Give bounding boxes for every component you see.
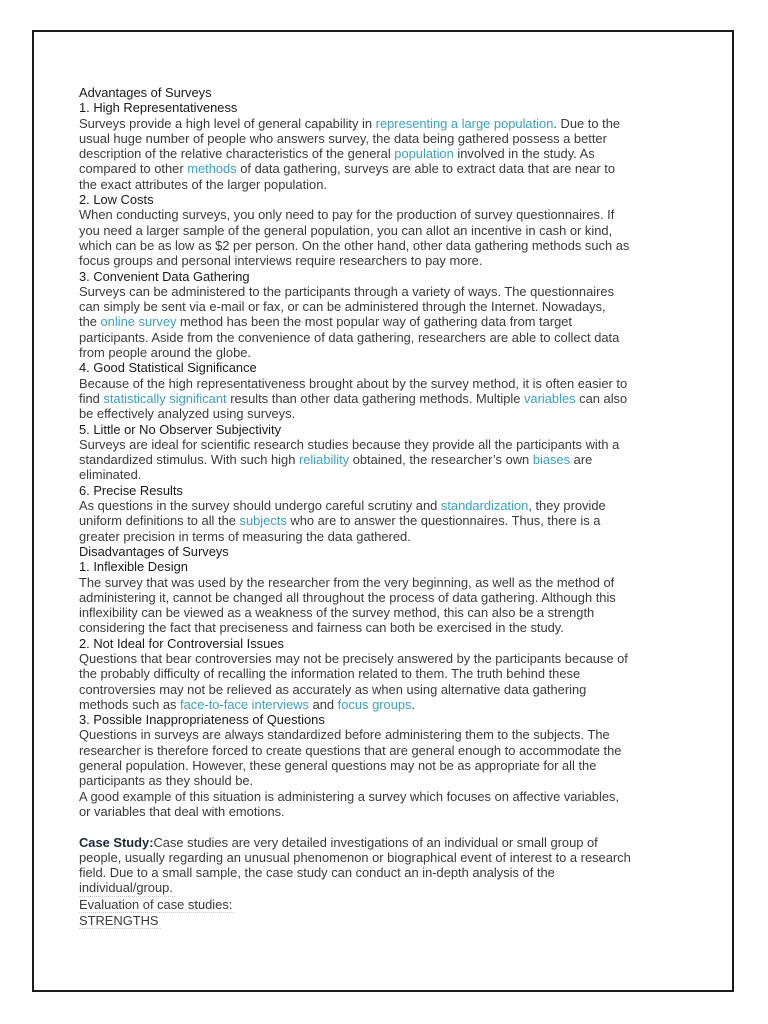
- paragraph-line: greater precision in terms of measuring the data gathered.: [79, 528, 411, 544]
- paragraph-line: general population. However, these general questions may not be as appropriate for all the: [79, 758, 597, 774]
- paragraph-line: Because of the high representativeness brought about by the survey method, it is often easier to: [79, 375, 628, 391]
- paragraph-line: inflexibility can be viewed as a weakness of the survey method, this can also be a strength: [79, 605, 595, 621]
- link-subjects[interactable]: subjects: [239, 513, 287, 529]
- link-variables[interactable]: variables: [523, 390, 576, 406]
- paragraph-line: [79, 913, 691, 929]
- heading-convenient-data-gathering: 3. Convenient Data Gathering: [79, 268, 250, 284]
- heading-good-statistical-significance: 4. Good Statistical Significance: [79, 360, 257, 376]
- heading-inflexible-design: 1. Inflexible Design: [79, 559, 188, 575]
- paragraph-line: [79, 897, 691, 913]
- link-biases[interactable]: biases: [532, 452, 571, 468]
- link-representing-large-population[interactable]: representing a large population: [375, 115, 554, 131]
- paragraph-line: can simply be sent via e-mail or fax, or can be administered through the Internet. Nowadays,: [79, 299, 606, 315]
- paragraph-line: from people around the globe.: [79, 345, 251, 361]
- paragraph-line: the exact attributes of the larger population.: [79, 176, 327, 192]
- paragraph-line: field. Due to a small sample, the case study can conduct an in-depth analysis of the: [79, 865, 555, 881]
- paragraph-line: The survey that was used by the researcher from the very beginning, as well as the method of: [79, 574, 615, 590]
- paragraph-line: A good example of this situation is administering a survey which focuses on affective variables,: [79, 788, 620, 804]
- paragraph-line: Questions in surveys are always standardized before administering them to the subjects. The: [79, 727, 610, 743]
- section-title-advantages: Advantages of Surveys: [79, 85, 212, 100]
- paragraph-line: eliminated.: [79, 467, 142, 483]
- strengths-heading: STRENGTHS: [79, 913, 159, 929]
- paragraph-line: As questions in the survey should undergo careful scrutiny and standardization, they provide: [79, 498, 606, 514]
- case-study-label: Case Study:: [79, 834, 154, 850]
- link-methods[interactable]: methods: [187, 161, 237, 177]
- paragraph-line: considering the fact that preciseness and fairness can both be exercised in the study.: [79, 620, 564, 636]
- paragraph-line: you need a larger sample of the general population, you can allot an incentive in cash or kind,: [79, 222, 613, 238]
- paragraph-line: controversies may not be relieved as accurately as when using alternative data gathering: [79, 681, 587, 697]
- link-standardization[interactable]: standardization: [440, 498, 529, 514]
- link-face-to-face-interviews[interactable]: face-to-face interviews: [180, 696, 309, 712]
- paragraph-line: individual/group.: [79, 880, 173, 896]
- paragraph-line: Surveys can be administered to the participants through a variety of ways. The questionnaires: [79, 283, 615, 299]
- document-body: [79, 85, 691, 929]
- heading-high-representativeness: 1. High Representativeness: [79, 100, 238, 116]
- paragraph-line: uniform definitions to all the subjects who are to answer the questionnaires. Thus, there is a: [79, 513, 601, 529]
- heading-observer-subjectivity: 5. Little or No Observer Subjectivity: [79, 421, 282, 437]
- paragraph-line: methods such as face-to-face interviews and focus groups.: [79, 696, 416, 712]
- paragraph-line: people, usually regarding an unusual phenomenon or biographical event of interest to a research: [79, 849, 631, 865]
- link-focus-groups[interactable]: focus groups: [337, 696, 412, 712]
- heading-low-costs: 2. Low Costs: [79, 192, 154, 208]
- paragraph-line: compared to other methods of data gathering, surveys are able to extract data that are near to: [79, 161, 616, 177]
- link-statistically-significant[interactable]: statistically significant: [103, 390, 227, 406]
- heading-inappropriateness-of-questions: 3. Possible Inappropriateness of Questions: [79, 712, 325, 728]
- blank-line: [79, 819, 691, 834]
- paragraph-line: Surveys are ideal for scientific research studies because they provide all the participants with a: [79, 436, 620, 452]
- heading-precise-results: 6. Precise Results: [79, 482, 183, 498]
- evaluation-heading: Evaluation of case studies:: [79, 896, 233, 912]
- paragraph-line: participants as they should be.: [79, 773, 254, 789]
- paragraph-line: Case Study:Case studies are very detailed investigations of an individual or small group of: [79, 834, 598, 850]
- paragraph-line: When conducting surveys, you only need to pay for the production of survey questionnaires. If: [79, 207, 615, 223]
- link-online-survey[interactable]: online survey: [100, 314, 177, 330]
- paragraph-line: participants. Aside from the convenience of data gathering, researchers are able to collect data: [79, 329, 620, 345]
- link-population[interactable]: population: [394, 146, 454, 162]
- paragraph-line: which can be as low as $2 per person. On the other hand, other data gathering methods such as: [79, 237, 630, 253]
- link-reliability[interactable]: reliability: [298, 452, 350, 468]
- heading-controversial-issues: 2. Not Ideal for Controversial Issues: [79, 635, 284, 651]
- paragraph-line: usual huge number of people who answers survey, the data being gathered possess a better: [79, 130, 607, 146]
- paragraph-line: description of the relative characteristics of the general population involved in the study. As: [79, 146, 595, 162]
- paragraph-line: the online survey method has been the most popular way of gathering data from target: [79, 314, 573, 330]
- paragraph-line: find statistically significant results than other data gathering methods. Multiple variables can also: [79, 390, 628, 406]
- paragraph-line: administering it, cannot be changed all throughout the process of data gathering. Although this: [79, 589, 616, 605]
- paragraph-line: or variables that deal with emotions.: [79, 803, 285, 819]
- paragraph-line: researcher is therefore forced to create questions that are general enough to accommodate the: [79, 742, 622, 758]
- paragraph-line: focus groups and personal interviews require researchers to pay more.: [79, 253, 483, 269]
- paragraph-line: Surveys provide a high level of general capability in representing a large population. Due to the: [79, 115, 621, 131]
- paragraph-line: standardized stimulus. With such high reliability obtained, the researcher’s own biases are: [79, 452, 593, 468]
- section-title-disadvantages: Disadvantages of Surveys: [79, 543, 229, 559]
- paragraph-line: Questions that bear controversies may not be precisely answered by the participants because of: [79, 650, 628, 666]
- paragraph-line: the probably difficulty of recalling the information related to them. The truth behind these: [79, 666, 581, 682]
- paragraph-line: be effectively analyzed using surveys.: [79, 406, 296, 422]
